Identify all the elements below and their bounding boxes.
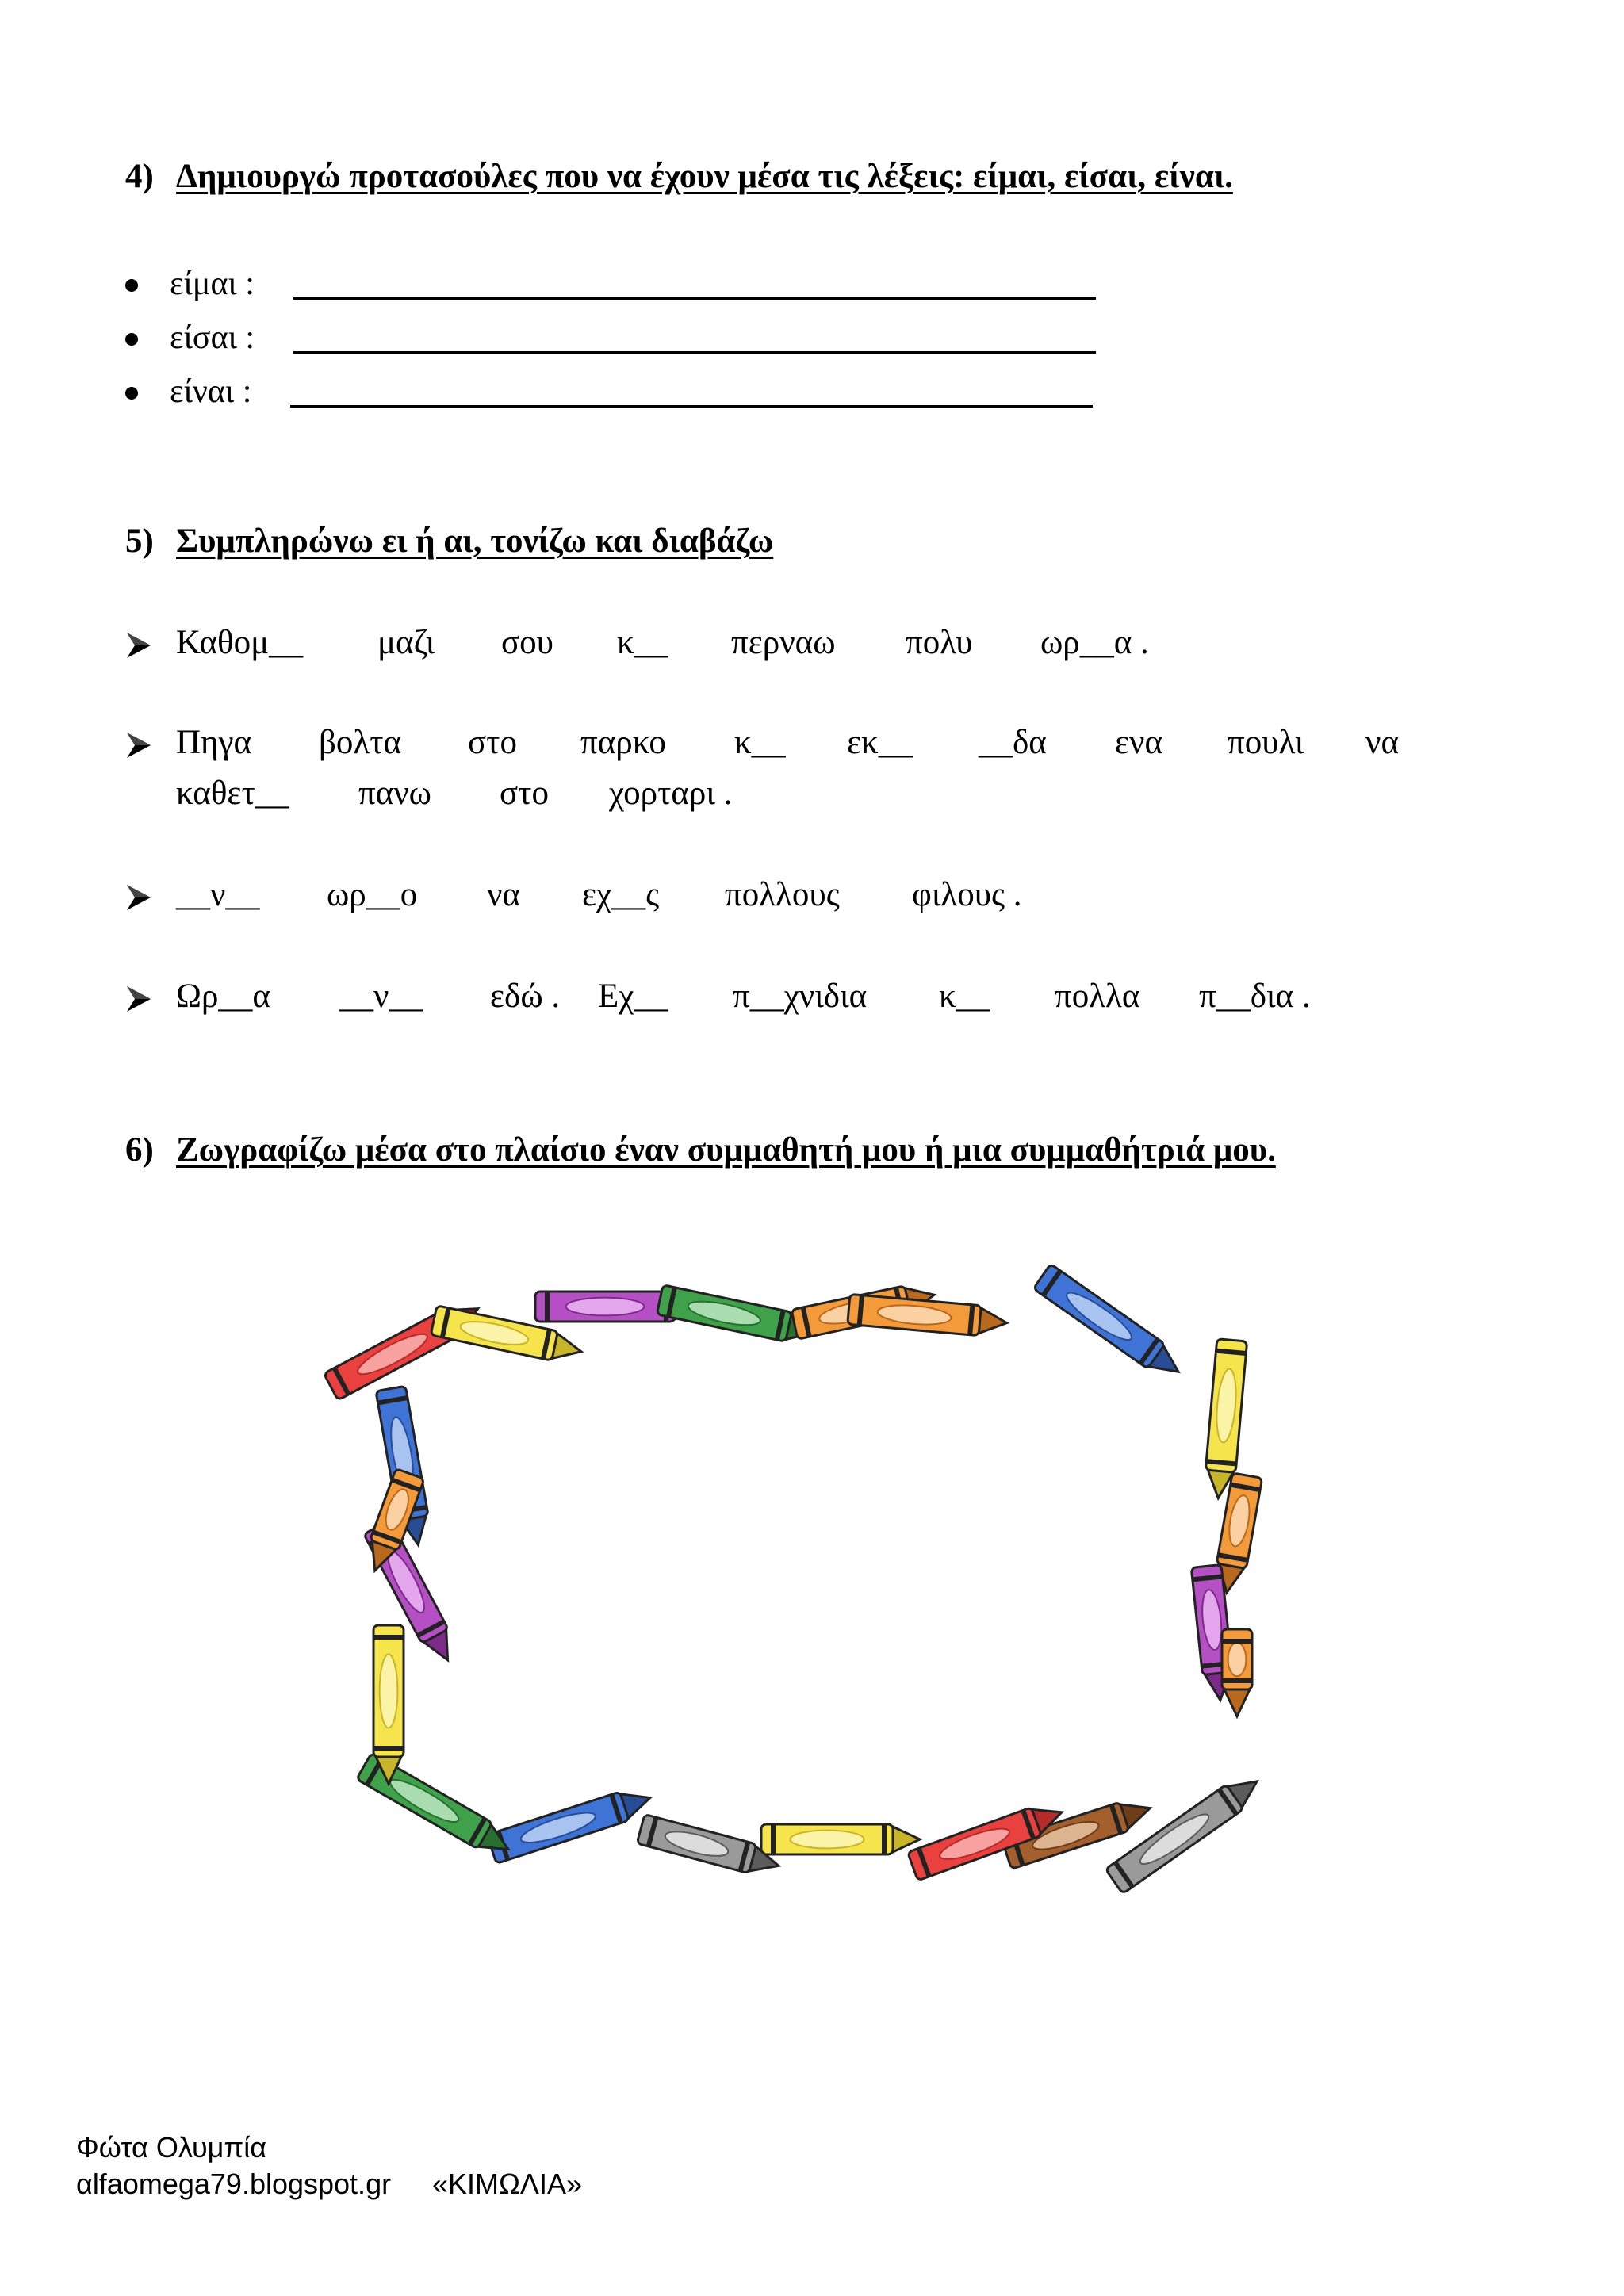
crayon-icon — [1222, 1629, 1252, 1716]
word: __δα — [979, 724, 1047, 761]
word: ενα — [1115, 724, 1163, 761]
answer-line[interactable] — [293, 297, 1096, 300]
word: εχ__ς — [582, 876, 660, 913]
arrowhead-bullet-icon — [125, 977, 152, 1021]
word: περναω — [731, 624, 836, 661]
q5-heading — [125, 522, 773, 561]
word: κ__ — [734, 724, 786, 761]
word: Πηγα — [176, 724, 252, 761]
word: εκ__ — [847, 724, 913, 761]
q4-item — [125, 314, 1096, 357]
footer-blog: αlfaomega79.blogspot.gr — [76, 2168, 392, 2200]
word: Εχ__ — [598, 978, 668, 1015]
q4-item — [125, 368, 1093, 411]
word: __ν__ — [339, 978, 423, 1015]
q6-heading — [125, 1131, 1276, 1169]
crayon-border-illustration — [317, 1261, 1293, 1895]
arrowhead-bullet-icon — [125, 875, 152, 920]
word: μαζι — [377, 624, 435, 661]
q5-number: 5) — [125, 522, 154, 560]
q4-item — [125, 260, 1096, 303]
footer-author: Φώτα Ολυμπία — [76, 2131, 267, 2164]
q4-item-label: είσαι : — [170, 320, 255, 356]
word: εδώ . — [490, 978, 561, 1015]
word: ωρ__α . — [1040, 624, 1149, 661]
word: π__δια . — [1199, 978, 1311, 1015]
word: __ν__ — [176, 876, 260, 913]
crayon-icon — [373, 1625, 404, 1784]
word: βολτα — [319, 724, 402, 761]
arrowhead-bullet-icon — [125, 723, 152, 767]
q4-item-label: είναι : — [170, 373, 252, 410]
q5-title: Συμπληρώνω ει ή αι, τονίζω και διαβάζω — [176, 522, 774, 560]
word: πολυ — [906, 624, 973, 661]
q4-item-label: είμαι : — [170, 266, 255, 302]
answer-line[interactable] — [293, 350, 1096, 354]
q4-number: 4) — [125, 158, 154, 195]
word: στο — [468, 724, 517, 761]
word: κ__ — [617, 624, 668, 661]
word: πολλα — [1055, 978, 1140, 1015]
crayon-icon — [848, 1294, 1009, 1337]
word: ωρ__ο — [327, 876, 418, 913]
q4-heading — [125, 157, 1233, 196]
word: πουλι — [1228, 724, 1304, 761]
word: φιλους . — [912, 876, 1022, 913]
word: πολλους — [725, 876, 840, 913]
q6-title: Ζωγραφίζω μέσα στο πλαίσιο έναν συμμαθητή μου ή μια συμμαθήτριά μου. — [176, 1131, 1276, 1169]
answer-line[interactable] — [290, 404, 1093, 408]
bullet-icon — [125, 387, 138, 400]
crayon-icon — [761, 1824, 920, 1854]
q4-title: Δημιουργώ προτασούλες που να έχουν μέσα τις λέξεις: είμαι, είσαι, είναι. — [176, 158, 1233, 195]
bullet-icon — [125, 279, 138, 292]
drawing-area[interactable] — [393, 1332, 1193, 1796]
word: Ωρ__α — [176, 978, 270, 1015]
q6-number: 6) — [125, 1131, 154, 1169]
word: πανω — [358, 775, 431, 812]
bullet-icon — [125, 333, 138, 346]
word: καθετ__ — [176, 775, 289, 812]
footer-brand: «ΚΙΜΩΛΙΑ» — [432, 2168, 583, 2200]
word: χορταρι . — [609, 775, 733, 812]
word: σου — [501, 624, 553, 661]
arrowhead-bullet-icon — [125, 623, 152, 668]
word: στο — [500, 775, 549, 812]
crayon-frame — [317, 1261, 1293, 1895]
word: κ__ — [939, 978, 990, 1015]
word: να — [1365, 724, 1399, 761]
word: Καθομ__ — [176, 624, 304, 661]
word: παρκο — [580, 724, 666, 761]
word: να — [487, 876, 520, 913]
word: π__χνιδια — [733, 978, 868, 1015]
